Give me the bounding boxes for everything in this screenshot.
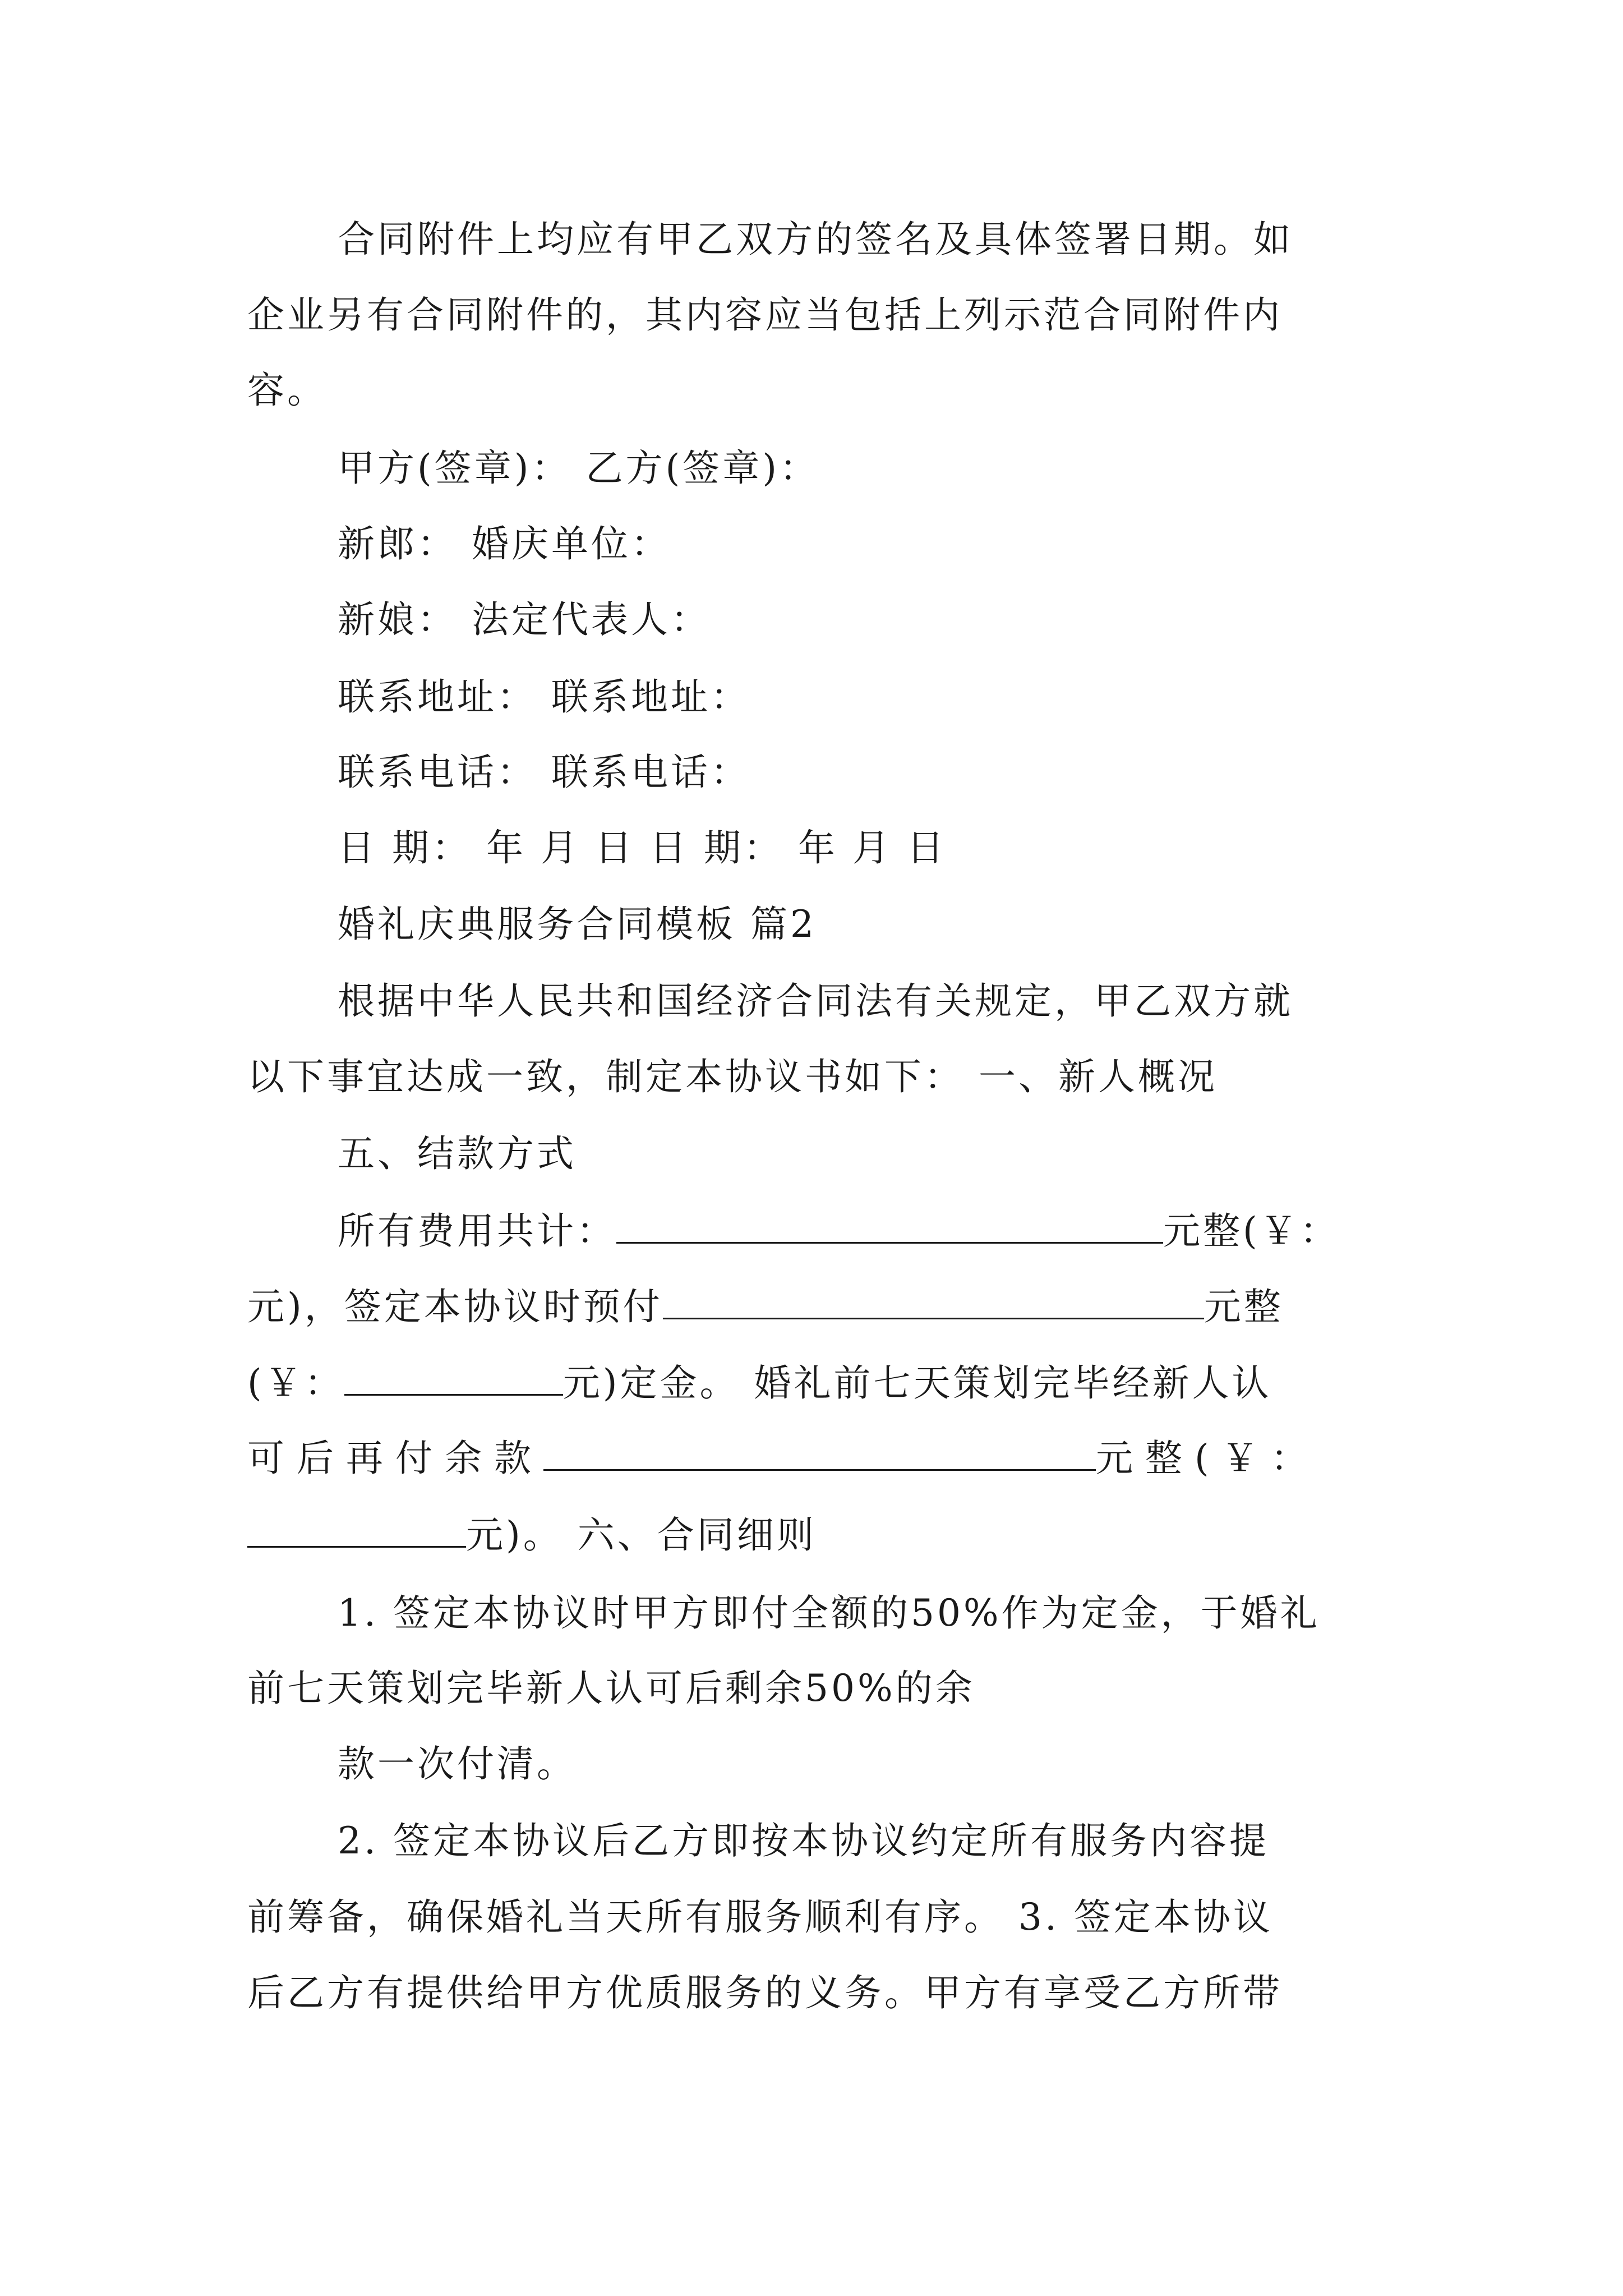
payment-deposit-prefix: (￥： xyxy=(247,1361,344,1405)
payment-deposit-line xyxy=(247,1361,1271,1406)
payment-prepay-unit: 元整 xyxy=(1204,1285,1284,1328)
prepay-amount-blank xyxy=(663,1286,1204,1319)
payment-total-line xyxy=(338,1209,1340,1254)
payment-balance-prefix: 可后再付余款 xyxy=(247,1437,543,1480)
text-line: 企业另有合同附件的，其内容应当包括上列示范合同附件内 xyxy=(247,293,1283,337)
payment-heading: 五、结款方式 xyxy=(338,1132,577,1175)
deposit-amount-blank xyxy=(344,1363,563,1396)
balance-yuan-blank xyxy=(247,1515,466,1548)
address-line: 联系地址： 联系地址： xyxy=(338,675,750,719)
payment-balance-unit: 元整(￥： xyxy=(1096,1437,1320,1480)
section-heading: 婚礼庆典服务合同模板 篇2 xyxy=(338,903,817,946)
payment-balance-line xyxy=(247,1436,1320,1481)
rule-line: 款一次付清。 xyxy=(338,1742,577,1786)
rule-line: 1. 签定本协议时甲方即付全额的50%作为定金，于婚礼 xyxy=(338,1591,1320,1635)
rule-line: 前七天策划完毕新人认可后剩余50%的余 xyxy=(247,1667,975,1710)
payment-prepay-line xyxy=(247,1285,1284,1329)
signature-line: 甲方(签章)： 乙方(签章)： xyxy=(338,447,819,490)
payment-total-label: 所有费用共计： xyxy=(338,1209,616,1253)
payment-deposit-suffix: 元)定金。 婚礼前七天策划完毕经新人认 xyxy=(562,1361,1272,1405)
payment-total-unit: 元整(￥： xyxy=(1163,1209,1340,1253)
payment-balance-suffix: 元)。 六、合同细则 xyxy=(466,1513,817,1557)
text-line: 容。 xyxy=(247,369,327,412)
payment-balance-end-line xyxy=(247,1513,817,1558)
total-amount-blank xyxy=(616,1211,1163,1244)
rule-line: 后乙方有提供给甲方优质服务的义务。甲方有享受乙方所带 xyxy=(247,1971,1283,2014)
bride-line: 新娘： 法定代表人： xyxy=(338,598,711,641)
text-line: 以下事宜达成一致，制定本协议书如下： 一、新人概况 xyxy=(247,1055,1218,1098)
balance-amount-blank xyxy=(543,1438,1096,1471)
groom-line: 新郎： 婚庆单位： xyxy=(338,522,671,565)
text-line: 根据中华人民共和国经济合同法有关规定，甲乙双方就 xyxy=(338,979,1293,1023)
date-line: 日 期： 年 月 日 日 期： 年 月 日 xyxy=(338,826,947,869)
rule-line: 前筹备，确保婚礼当天所有服务顺利有序。 3. 签定本协议 xyxy=(247,1895,1273,1939)
rule-line: 2. 签定本协议后乙方即按本协议约定所有服务内容提 xyxy=(338,1819,1269,1862)
payment-prepay-prefix: 元)，签定本协议时预付 xyxy=(247,1285,663,1328)
phone-line: 联系电话： 联系电话： xyxy=(338,751,750,794)
text-line: 合同附件上均应有甲乙双方的签名及具体签署日期。如 xyxy=(338,218,1293,261)
